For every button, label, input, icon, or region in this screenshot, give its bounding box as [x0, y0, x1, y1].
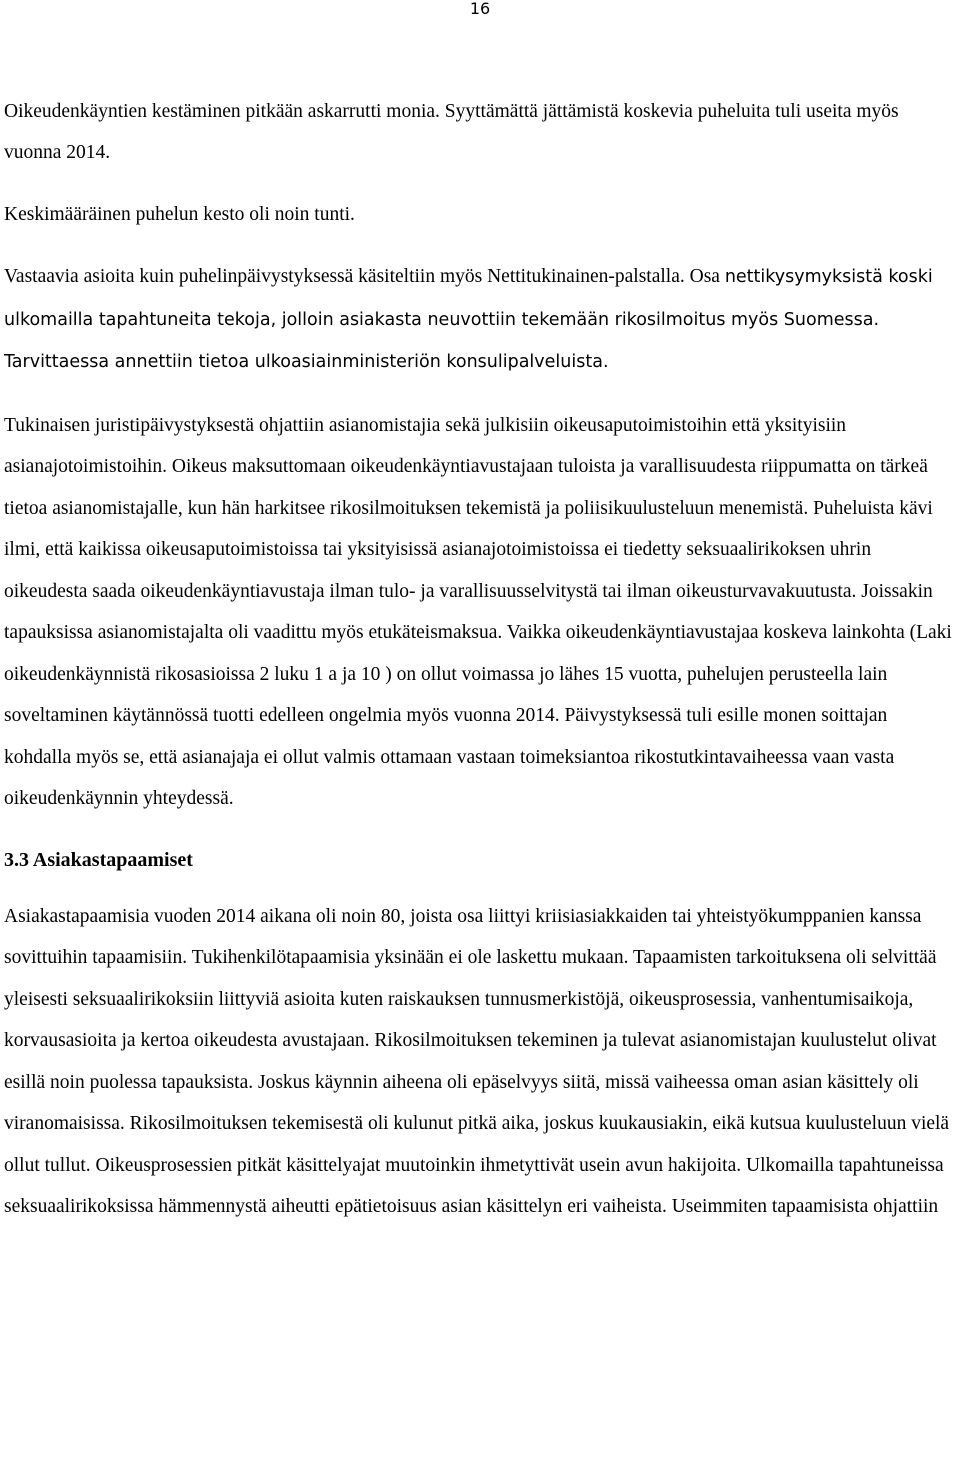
paragraph-legal-helpline: Tukinaisen juristipäivystyksestä ohjattiin asianomistajia sekä julkisiin oikeusaputoimistoihin että yksityisiin asianajotoimistoihin. Oikeus maksuttomaan oikeudenkäyntiavustajaan tuloista ja varallisuudesta riippumatta on tärkeä tietoa asianomistajalle, kun hän harkitsee rikosilmoituksen tekemistä ja poliisikuulusteluun menemistä. Puheluista kävi ilmi, että kaikissa oikeusaputoimistoissa tai yksityisissä asianajotoimistoissa ei tiedetty seksuaalirikoksen uhrin oikeudesta saada oikeudenkäyntiavustaja ilman tulo- ja varallisuusselvitystä tai ilman oikeusturvavakuutusta. Joissakin tapauksissa asianomistajalta oli vaadittu myös etukäteismaksua. Vaikka oikeudenkäyntiavustajaa koskeva lainkohta (Laki oikeudenkäynnistä rikosasioissa 2 luku 1 a ja 10 ) on ollut voimassa jo lähes 15 vuotta, puhelujen perusteella lain soveltaminen käytännössä tuotti edelleen ongelmia myös vuonna 2014. Päivystyksessä tuli esille monen soittajan kohdalla myös se, että asianajaja ei ollut valmis ottamaan vastaan toimeksiantoa rikostutkintavaiheessa vaan vasta oikeudenkäynnin yhteydessä. [4, 414, 952, 809]
document-body [4, 91, 954, 1249]
paragraph-call-length: Keskimääräinen puhelun kesto oli noin tunti. [4, 204, 355, 225]
page-number: 16 [469, 0, 491, 18]
paragraph-online-column-sans: nettikysymyksistä koski ulkomailla tapahtuneita tekoja, jolloin asiakasta neuvottiin tekemään rikosilmoitus myös Suomessa. Tarvittaessa annettiin tietoa ulkoasiainministeriön konsulipalveluista. [4, 267, 933, 372]
paragraph-online-column-serif: Vastaavia asioita kuin puhelinpäivystyksessä käsiteltiin myös Nettitukinainen-palstalla. Osa [4, 266, 720, 287]
paragraph-client-meetings: Asiakastapaamisia vuoden 2014 aikana oli noin 80, joista osa liittyi kriisiasiakkaiden tai yhteistyökumppanien kanssa sovittuihin tapaamisiin. Tukihenkilötapaamisia yksinään ei ole laskettu mukaan. Tapaamisten tarkoituksena oli selvittää yleisesti seksuaalirikoksiin liittyviä asioita kuten raiskauksen tunnusmerkistöjä, oikeusprosessia, vanhentumisaikoja, korvausasioita ja kertoa oikeudesta avustajaan. Rikosilmoituksen tekeminen ja tulevat asianomistajan kuulustelut olivat esillä noin puolessa tapauksista. Joskus käynnin aiheena oli epäselvyys siitä, missä vaiheessa oman asian käsittely oli viranomaisissa. Rikosilmoituksen tekemisestä oli kulunut pitkä aika, joskus kuukausiakin, eikä kutsua kuulusteluun vielä ollut tullut. Oikeusprosessien pitkät käsittelyajat muutoinkin ihmetyttivät usein avun hakijoita. Ulkomailla tapahtuneissa seksuaalirikoksissa hämmennystä aiheutti epätietoisuus asian käsittelyn eri vaiheista. Useimmiten tapaamisista ohjattiin [4, 905, 950, 1217]
section-heading: 3.3 Asiakastapaamiset [4, 848, 193, 871]
paragraph-court-duration: Oikeudenkäyntien kestäminen pitkään askarrutti monia. Syyttämättä jättämistä koskevia puheluita tuli useita myös vuonna 2014. [4, 101, 899, 163]
paragraph-online-column [4, 256, 954, 384]
